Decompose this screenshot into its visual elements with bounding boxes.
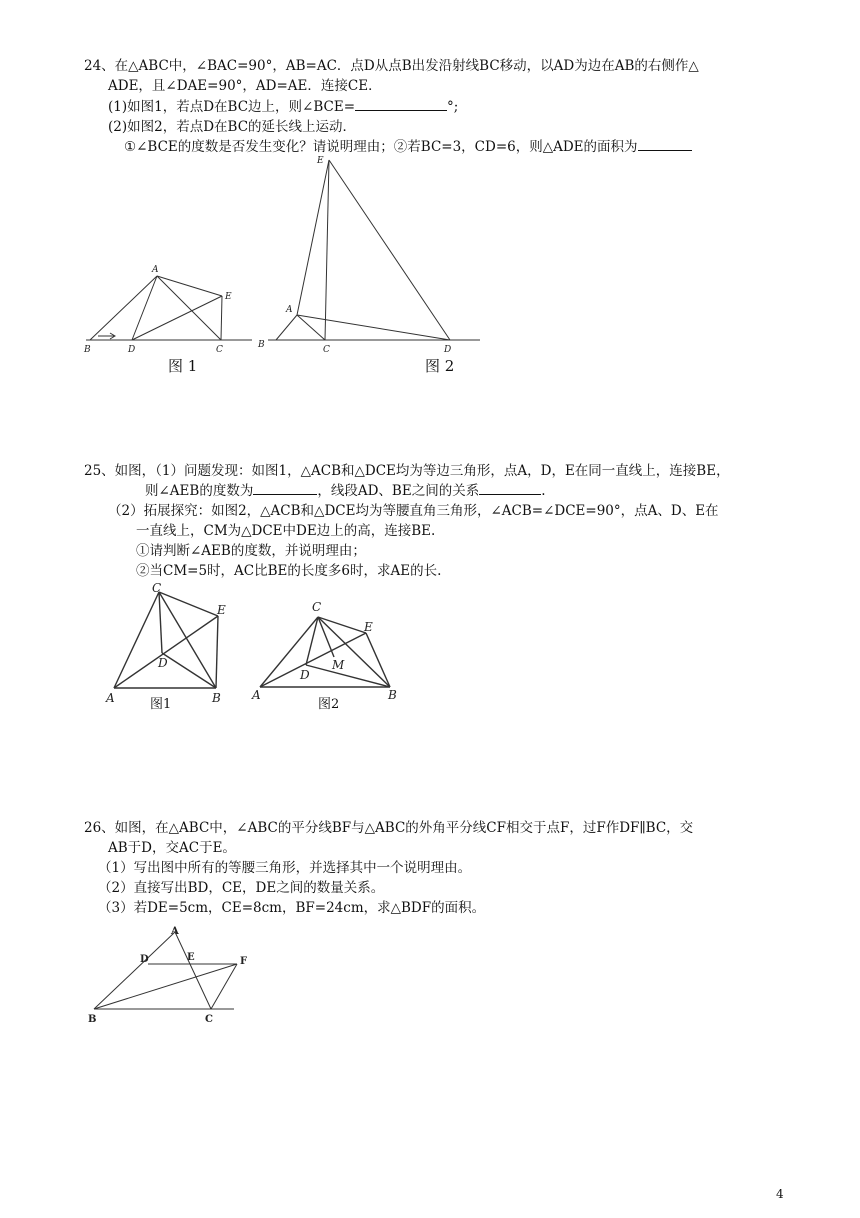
q25f1-label-E: E — [217, 603, 226, 617]
q25f2-label-E: E — [364, 620, 373, 634]
q24-line-4: (2)如图2，若点D在BC的延长线上运动． — [108, 119, 357, 135]
q25f2-label-M: M — [332, 658, 345, 672]
q25-fig2-caption: 图2 — [318, 697, 340, 712]
q25-answer-blank-2[interactable] — [479, 482, 541, 495]
q25-line-1: 25、如图，（1）问题发现：如图1，△ACB和△DCE均为等边三角形，点A，D，E在同一直线上，连接BE， — [84, 463, 730, 479]
q26-label-A: A — [171, 926, 179, 937]
fig1-seg-AD — [132, 276, 157, 340]
q25-line-2 — [145, 482, 546, 500]
q25f2-seg-AE — [260, 633, 366, 687]
fig1-label-C: C — [216, 345, 223, 355]
q25f1-label-D: D — [158, 656, 168, 670]
q25f1-seg-BD — [162, 653, 216, 688]
fig2-label-D: D — [444, 345, 452, 355]
q25-line-2-end: . — [541, 483, 546, 499]
q24-part1-unit: °; — [447, 99, 459, 115]
q25-line-3: （2）拓展探究：如图2，△ACB和△DCE均为等腰直角三角形，∠ACB=∠DCE=90°，点A、D、E在 — [108, 503, 719, 519]
q26-label-F: F — [240, 956, 248, 967]
fig2-seg-AD — [297, 315, 450, 340]
q24-answer-blank-2[interactable] — [638, 138, 692, 151]
fig1-label-D: D — [128, 345, 136, 355]
fig1-label-A: A — [152, 265, 159, 275]
fig2-label-A: A — [286, 305, 293, 315]
q25f2-seg-BD — [306, 665, 390, 687]
q26-line-1: 26、如图，在△ABC中，∠ABC的平分线BF与△ABC的外角平分线CF相交于点F，过F作DF∥BC，交 — [84, 820, 694, 836]
fig2-label-C: C — [323, 345, 330, 355]
q25-line-5: ①请判断∠AEB的度数，并说明理由； — [136, 543, 366, 559]
q25f1-label-A: A — [106, 691, 115, 705]
q25f1-seg-BC — [159, 592, 216, 688]
q26-line-4: （2）直接写出BD，CE，DE之间的数量关系。 — [98, 880, 385, 896]
q24-part2-text: ①∠BCE的度数是否发生变化？请说明理由；②若BC=3，CD=6，则△ADE的面积为 — [124, 139, 638, 155]
q26-line-2: AB于D，交AC于E。 — [108, 840, 236, 856]
fig1-seg-CE — [221, 296, 222, 340]
q25-line-6: ②当CM=5时，AC比BE的长度多6时，求AE的长. — [136, 563, 442, 579]
q25f2-seg-CE — [318, 617, 366, 633]
fig2-label-E: E — [317, 156, 324, 166]
q24-line-1: 24、在△ABC中，∠BAC=90°，AB=AC．点D从点B出发沿射线BC移动，以AD为边在AB的右侧作△ — [84, 58, 699, 74]
fig2-seg-AB — [276, 315, 297, 340]
q25f1-label-C: C — [152, 581, 162, 595]
q25f1-label-B: B — [212, 691, 221, 705]
q26-seg-AC — [175, 932, 211, 1009]
q25-fig1-caption: 图1 — [150, 697, 172, 712]
fig2-seg-CE — [325, 160, 329, 340]
q25-relation-text: ，线段AD、BE之间的关系 — [317, 483, 480, 499]
q24-part1-text: (1)如图1，若点D在BC边上，则∠BCE= — [108, 99, 356, 115]
fig1-label-B: B — [84, 345, 91, 355]
q26-label-E: E — [187, 952, 195, 963]
fig2-seg-DE — [329, 160, 450, 340]
q25f1-seg-AC — [114, 592, 159, 688]
q26-line-5: （3）若DE=5cm，CE=8cm，BF=24cm，求△BDF的面积。 — [98, 900, 486, 916]
q25f2-label-A: A — [252, 688, 261, 702]
q26-label-D: D — [140, 954, 149, 965]
q24-line-2: ADE，且∠DAE=90°，AD=AE．连接CE． — [108, 78, 382, 94]
q25f1-seg-CE — [159, 592, 218, 616]
page-number: 4 — [776, 1187, 784, 1201]
fig2-seg-AE — [297, 160, 329, 315]
q24-answer-blank-1[interactable] — [355, 98, 447, 111]
q25f2-seg-CM — [318, 617, 334, 657]
q26-label-C: C — [205, 1014, 213, 1025]
q24-line-3 — [108, 98, 458, 116]
q24-fig2-caption: 图 2 — [425, 357, 455, 375]
q24-figure-2 — [252, 150, 492, 360]
q26-seg-BF — [94, 964, 237, 1009]
q25f2-label-D: D — [300, 668, 310, 682]
q25f1-seg-CD — [159, 592, 162, 653]
q25f2-label-C: C — [312, 600, 322, 614]
q26-label-B: B — [88, 1014, 97, 1025]
q26-line-3: （1）写出图中所有的等腰三角形，并选择其中一个说明理由。 — [98, 860, 472, 876]
q25-answer-blank-1[interactable] — [253, 482, 317, 495]
fig1-seg-AB — [90, 276, 157, 340]
fig1-seg-DE — [132, 296, 222, 340]
q26-figure — [84, 922, 264, 1032]
q24-fig1-caption: 图 1 — [168, 357, 198, 375]
q25f2-label-B: B — [388, 688, 397, 702]
q26-seg-BA — [94, 932, 175, 1009]
q25-line-4: 一直线上，CM为△DCE中DE边上的高，连接BE. — [136, 523, 436, 539]
fig2-label-B: B — [258, 340, 265, 350]
q25f2-seg-BE — [366, 633, 390, 687]
q25-figure-1 — [104, 580, 244, 710]
q25-angle-text: 则∠AEB的度数为 — [145, 483, 254, 499]
q25f1-seg-BE — [216, 616, 218, 688]
fig1-label-E: E — [225, 292, 232, 302]
q25f1-seg-AE — [114, 616, 218, 688]
